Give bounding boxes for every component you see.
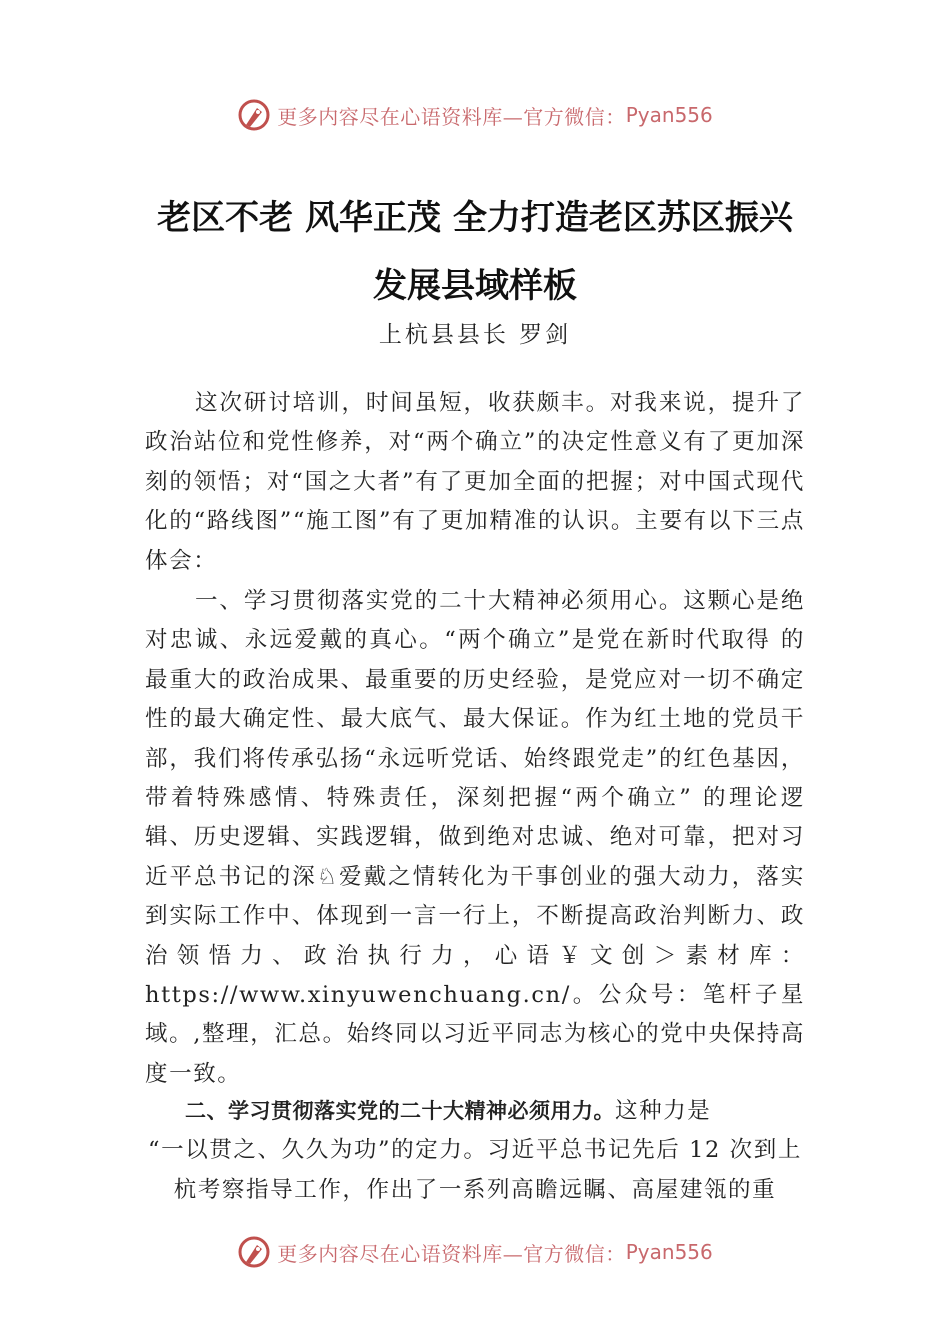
paragraph-3-body: “一以贯之、久久为功”的定力。习近平总书记先后 12 次到上杭考察指导工作，作出了一系列高瞻远瞩、高屋建瓴的重 (148, 1137, 802, 1203)
header-watermark-banner (0, 95, 950, 135)
banner-wechat-id: Pyan556 (625, 103, 713, 127)
footer-watermark-banner (0, 1232, 950, 1272)
paragraph-3-first-line (145, 1092, 805, 1131)
paragraph-3-lead-text: 这种力是 (615, 1098, 712, 1124)
body-paragraph-2: 一、学习贯彻落实党的二十大精神必须用心。这颗心是绝对忠诚、永远爱戴的真心。“两个确立”是党在新时代取得 的最重大的政治成果、最重要的历史经验，是党应对一切不确定性的最大确定性、最大底气、最大保证。作为红土地的党员干部，我们将传承弘扬“永远听党话、始终跟党走”的红色基因，带着特殊感情、特殊责任，深刻把握“两个确立” 的理论逻辑、历史逻辑、实践逻辑，做到绝对忠诚、绝对可靠，把对习近平总书记的深♘爱戴之情转化为干事创业的强大动力，落实到实际工作中、体现到一言一行上，不断提高政治判断力、政治领悟力、政治执行力，心语￥文创＞素材库：https://www.xinyuwenchuang.cn/。公众号：笔杆子星域。,整理，汇总。始终同以习近平同志为核心的党中央保持高度一致。 (145, 588, 805, 1087)
document-title-line-1: 老区不老 风华正茂 全力打造老区苏区振兴 (157, 198, 793, 238)
body-paragraph-3 (145, 1092, 805, 1210)
body-paragraph-1: 这次研讨培训，时间虽短，收获颇丰。对我来说，提升了政治站位和党性修养，对“两个确立”的决定性意义有了更加深刻的领悟；对“国之大者”有了更加全面的把握；对中国式现代化的“路线图”“施工图”有了更加精准的认识。主要有以下三点体会： (145, 390, 805, 574)
section-heading-2: 二、学习贯彻落实党的二十大精神必须用力。 (185, 1099, 615, 1123)
banner-wechat-id: Pyan556 (625, 1240, 713, 1264)
banner-text: 更多内容尽在心语资料库—官方微信： (277, 1241, 626, 1266)
pen-nib-circle-icon (237, 1235, 271, 1269)
pen-nib-circle-icon (237, 98, 271, 132)
author-line: 上杭县县长 罗剑 (378, 322, 572, 348)
document-title-line-2: 发展县域样板 (373, 266, 577, 306)
banner-text: 更多内容尽在心语资料库—官方微信： (277, 104, 626, 129)
